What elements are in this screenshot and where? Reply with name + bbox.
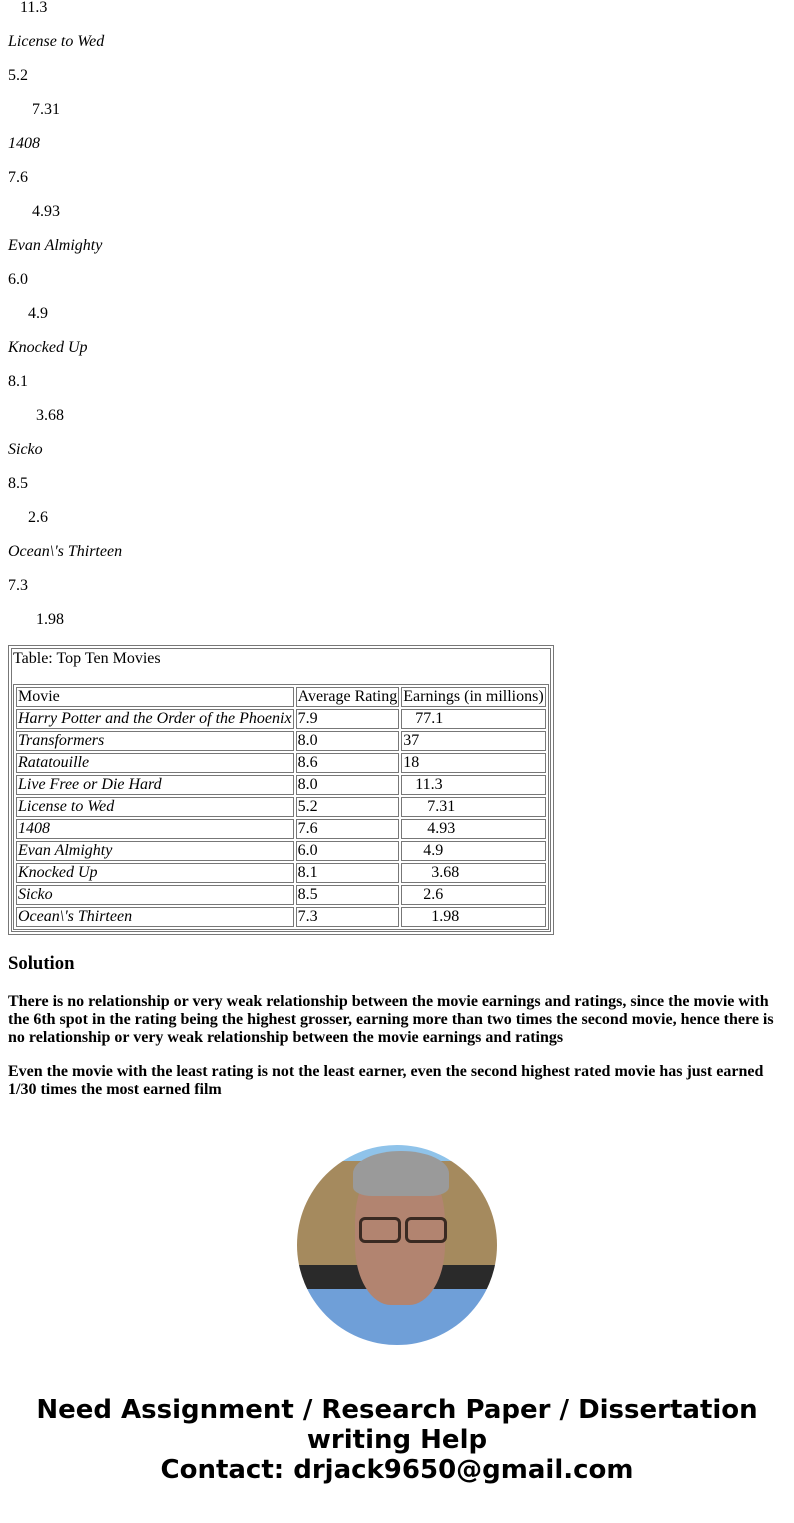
list-item: 6.0 — [8, 271, 28, 288]
cell-earnings: 3.68 — [401, 863, 545, 883]
cell-rating: 8.0 — [296, 775, 400, 795]
cell-earnings: 18 — [401, 753, 545, 773]
cell-earnings: 37 — [401, 731, 545, 751]
cell-rating: 8.1 — [296, 863, 400, 883]
list-item: 7.3 — [8, 577, 28, 594]
list-item: Sicko — [8, 441, 43, 458]
table-row — [16, 907, 546, 927]
list-item: 4.93 — [8, 203, 60, 220]
table-row — [16, 731, 546, 751]
cell-earnings: 2.6 — [401, 885, 545, 905]
cell-movie: Transformers — [16, 731, 294, 751]
cell-movie: Live Free or Die Hard — [16, 775, 294, 795]
list-item: 1.98 — [8, 611, 64, 628]
cell-rating: 8.0 — [296, 731, 400, 751]
solution-heading: Solution — [8, 953, 75, 974]
cell-movie: Evan Almighty — [16, 841, 294, 861]
cell-rating: 7.3 — [296, 907, 400, 927]
cell-rating: 8.5 — [296, 885, 400, 905]
table-row — [16, 709, 546, 729]
cell-earnings: 4.93 — [401, 819, 545, 839]
cell-earnings: 4.9 — [401, 841, 545, 861]
movies-inner-table — [13, 684, 549, 930]
list-item: 1408 — [8, 135, 40, 152]
top-movies-table — [8, 645, 554, 935]
table-row — [16, 819, 546, 839]
cell-earnings: 77.1 — [401, 709, 545, 729]
table-caption: Table: Top Ten Movies — [13, 650, 161, 667]
table-row — [16, 753, 546, 773]
list-item: 7.6 — [8, 169, 28, 186]
table-row — [16, 885, 546, 905]
cell-movie: Ratatouille — [16, 753, 294, 773]
cell-earnings: 7.31 — [401, 797, 545, 817]
header-earnings: Earnings (in millions) — [403, 688, 544, 705]
table-container — [11, 648, 551, 932]
solution-paragraph: There is no relationship or very weak relationship between the movie earnings and ratings, since the movie with the 6th spot in the rating being the highest grosser, earning more than two times the second movie, hence there is no relationship or very weak relationship between the movie earnings and ratings — [8, 993, 774, 1046]
list-item: License to Wed — [8, 33, 105, 50]
footer-line-contact: Contact: drjack9650@gmail.com — [160, 1455, 634, 1485]
cell-rating: 8.6 — [296, 753, 400, 773]
footer-ad — [8, 1395, 786, 1485]
cell-movie: Ocean\'s Thirteen — [16, 907, 294, 927]
footer-line-help: Need Assignment / Research Paper / Dissertation writing Help — [36, 1395, 758, 1455]
cell-movie: Harry Potter and the Order of the Phoenix — [18, 710, 292, 727]
list-item: Ocean\'s Thirteen — [8, 543, 123, 560]
list-item: Evan Almighty — [8, 237, 103, 254]
cell-earnings: 1.98 — [401, 907, 545, 927]
cell-movie: Knocked Up — [16, 863, 294, 883]
cell-movie: 1408 — [16, 819, 294, 839]
list-item: 3.68 — [8, 407, 64, 424]
table-row — [16, 775, 546, 795]
earnings-list — [8, 0, 786, 629]
cell-movie: Sicko — [16, 885, 294, 905]
list-item: 8.1 — [8, 373, 28, 390]
table-row — [16, 797, 546, 817]
cell-rating: 5.2 — [296, 797, 400, 817]
table-header-row — [16, 687, 546, 707]
list-item: Knocked Up — [8, 339, 88, 356]
list-item: 5.2 — [8, 67, 28, 84]
list-item: 8.5 — [8, 475, 28, 492]
table-row — [16, 841, 546, 861]
list-item: 7.31 — [8, 101, 60, 118]
solution-paragraph: Even the movie with the least rating is not the least earner, even the second highest rated movie has just earned 1/30 times the most earned film — [8, 1063, 764, 1098]
cell-rating: 6.0 — [296, 841, 400, 861]
header-rating: Average Rating — [297, 688, 398, 705]
cell-earnings: 11.3 — [401, 775, 545, 795]
header-movie: Movie — [16, 687, 294, 707]
list-item: 2.6 — [8, 509, 48, 526]
list-item: 11.3 — [8, 0, 48, 16]
table-row — [16, 863, 546, 883]
cell-rating: 7.9 — [296, 709, 400, 729]
cell-rating: 7.6 — [296, 819, 400, 839]
cell-movie: License to Wed — [16, 797, 294, 817]
list-item: 4.9 — [8, 305, 48, 322]
author-avatar — [297, 1145, 497, 1345]
